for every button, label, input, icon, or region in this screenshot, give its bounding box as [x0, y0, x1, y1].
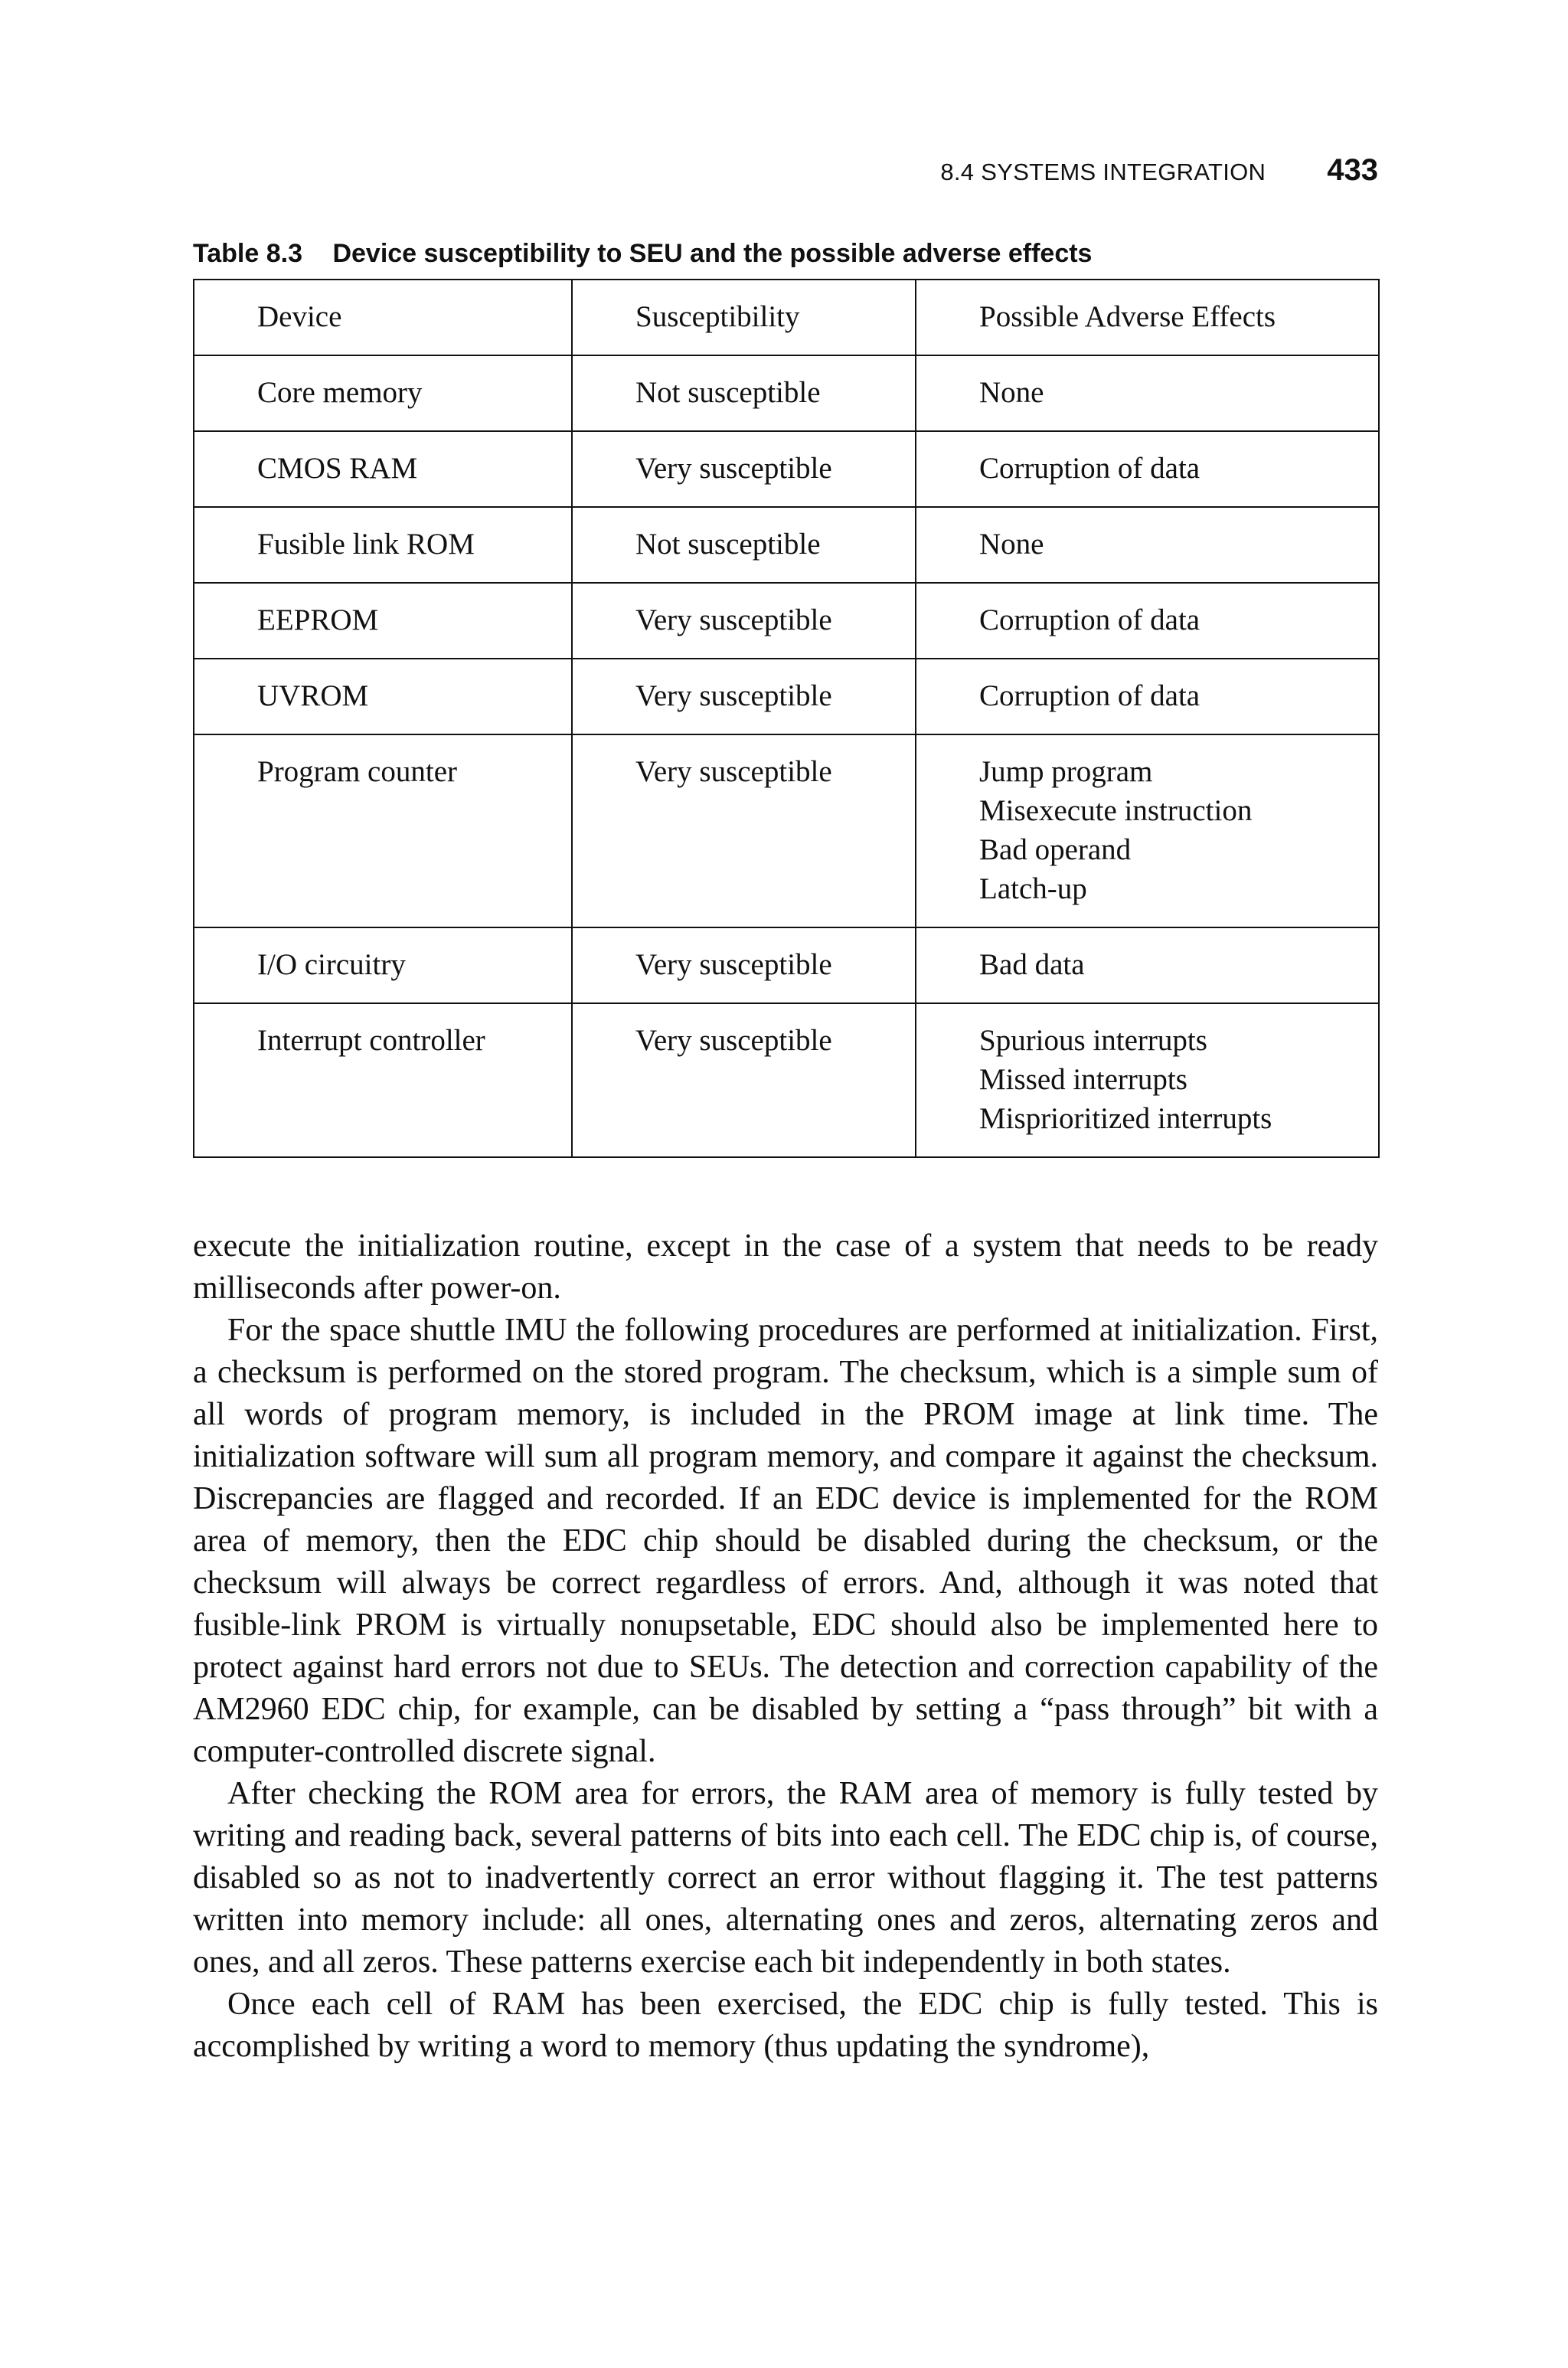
table-header-row: [194, 280, 1379, 355]
susceptibility-cell: Very susceptible: [572, 659, 916, 734]
device-cell: Program counter: [194, 734, 572, 927]
paragraph-continuation: execute the initialization routine, except in the case of a system that needs to be ready milliseconds after power-on.: [193, 1228, 1378, 1306]
effects-cell: [916, 659, 1379, 734]
table-row: [194, 355, 1379, 431]
device-cell: EEPROM: [194, 583, 572, 659]
seu-susceptibility-table: [193, 279, 1380, 1158]
device-cell: Core memory: [194, 355, 572, 431]
effect-line: Corruption of data: [979, 679, 1200, 712]
table-number: Table 8.3: [193, 239, 302, 268]
table-row: [194, 734, 1379, 927]
column-header-effects: Possible Adverse Effects: [916, 280, 1379, 355]
table-row: [194, 431, 1379, 507]
column-header-device: Device: [194, 280, 572, 355]
paragraph-edc-test: Once each cell of RAM has been exercised, the EDC chip is fully tested. This is accomplished by writing a word to memory (thus updating the syndrome),: [193, 1987, 1378, 2064]
effects-cell: [916, 507, 1379, 583]
effects-cell: [916, 734, 1379, 927]
table-title: Device susceptibility to SEU and the possible adverse effects: [332, 239, 1093, 268]
table-row: [194, 927, 1379, 1003]
effects-cell: [916, 1003, 1379, 1157]
effect-line: Corruption of data: [979, 603, 1200, 636]
effect-line: None: [979, 528, 1044, 561]
susceptibility-cell: Very susceptible: [572, 431, 916, 507]
effect-line: Spurious interrupts: [979, 1024, 1207, 1057]
effects-cell: [916, 927, 1379, 1003]
column-header-susceptibility: Susceptibility: [572, 280, 916, 355]
device-cell: Fusible link ROM: [194, 507, 572, 583]
table-row: [194, 659, 1379, 734]
table-row: [194, 507, 1379, 583]
effect-line: Bad operand: [979, 833, 1132, 866]
effect-line: None: [979, 376, 1044, 409]
running-head-section: 8.4 SYSTEMS INTEGRATION: [940, 159, 1266, 185]
body-text: [193, 1225, 1378, 2068]
paragraph-ram-test: After checking the ROM area for errors, the RAM area of memory is fully tested by writing and reading back, several patterns of bits into each cell. The EDC chip is, of course, disabled so as not to inadvertently correct an error without flagging it. The test patterns written into memory include: all ones, alternating ones and zeros, alternating zeros and ones, and all zeros. These patterns exercise each bit independently in both states.: [193, 1776, 1378, 1980]
page-number: 433: [1327, 153, 1378, 187]
paragraph-checksum: For the space shuttle IMU the following procedures are performed at initialization. First, a checksum is performed on the stored program. The checksum, which is a simple sum of all words of program memory, is included in the PROM image at link time. The initialization software will sum all program memory, and compare it against the checksum. Discrepancies are flagged and recorded. If an EDC device is implemented for the ROM area of memory, then the EDC chip should be disabled during the checksum, or the checksum will always be correct regardless of errors. And, although it was noted that fusible-link PROM is virtually nonupsetable, EDC should also be implemented here to protect against hard errors not due to SEUs. The detection and correction capability of the AM2960 EDC chip, for example, can be disabled by setting a “pass through” bit with a computer-controlled discrete signal.: [193, 1313, 1378, 1769]
effects-cell: [916, 583, 1379, 659]
susceptibility-cell: Very susceptible: [572, 927, 916, 1003]
effect-line: Latch-up: [979, 872, 1087, 905]
table-row: [194, 1003, 1379, 1157]
device-cell: Interrupt controller: [194, 1003, 572, 1157]
device-cell: CMOS RAM: [194, 431, 572, 507]
susceptibility-cell: Not susceptible: [572, 355, 916, 431]
table-caption: [193, 239, 1092, 269]
susceptibility-cell: Not susceptible: [572, 507, 916, 583]
device-cell: UVROM: [194, 659, 572, 734]
susceptibility-cell: Very susceptible: [572, 1003, 916, 1157]
susceptibility-cell: Very susceptible: [572, 734, 916, 927]
effect-line: Jump program: [979, 755, 1153, 788]
effects-cell: [916, 355, 1379, 431]
table-row: [194, 583, 1379, 659]
running-head: [193, 153, 1378, 188]
effect-line: Misprioritized interrupts: [979, 1102, 1272, 1135]
effect-line: Missed interrupts: [979, 1063, 1187, 1096]
susceptibility-cell: Very susceptible: [572, 583, 916, 659]
device-cell: I/O circuitry: [194, 927, 572, 1003]
effect-line: Corruption of data: [979, 452, 1200, 485]
effect-line: Bad data: [979, 948, 1085, 981]
effect-line: Misexecute instruction: [979, 794, 1253, 827]
effects-cell: [916, 431, 1379, 507]
